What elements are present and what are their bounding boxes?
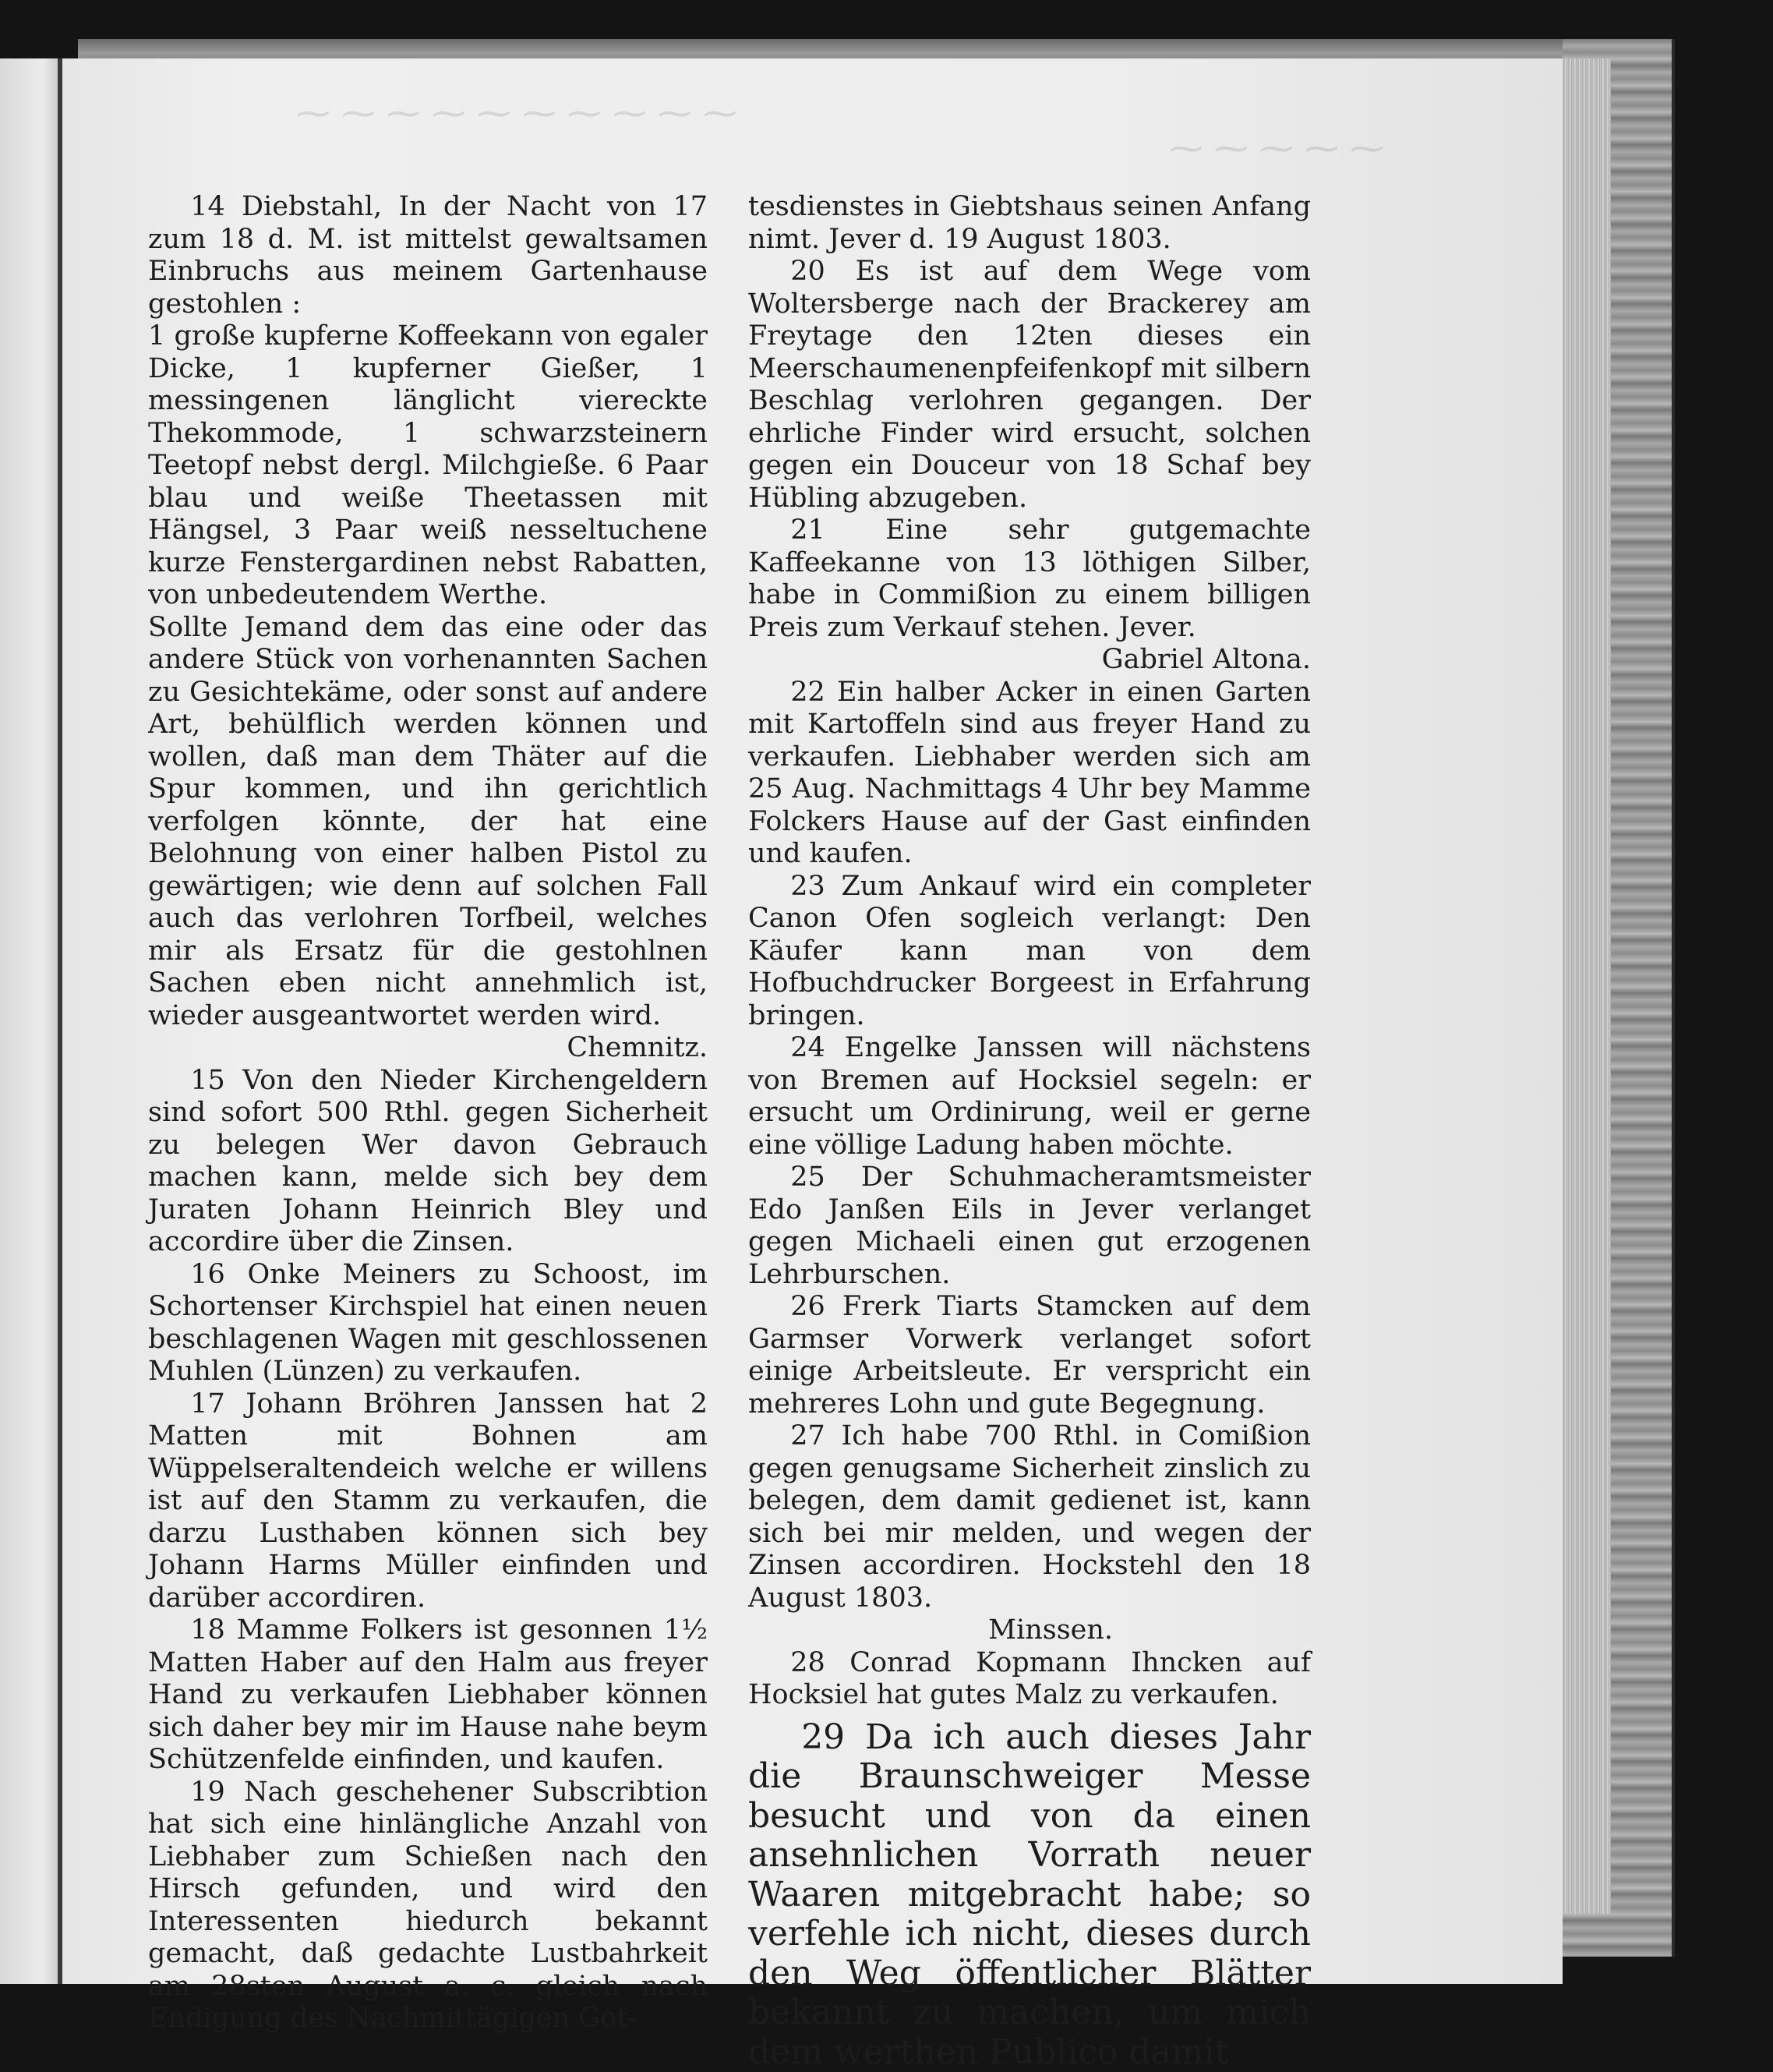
notice-text: 1 große kupferne Koffeekann von egaler Dicke, 1 kupferner Gießer, 1 messingenen länglicht viereckte Thekommode, 1 schwarzsteinern Teetopf nebst dergl. Milchgieße. 6 Paar blau und weiße Theetassen mit Hängsel, 3 Paar weiß nesseltuchene kurze Fenstergardinen nebst Rabatten, von unbedeutendem Werthe. — [148, 320, 708, 610]
notice-text: 22 Ein halber Acker in einen Garten mit Kartoffeln sind aus freyer Hand zu verkaufen. Liebhaber werden sich am 25 Aug. Nachmittags 4 Uhr bey Mamme Folckers Hause auf der Gast einfinden und kaufen. — [748, 677, 1311, 870]
notice-25 — [748, 1162, 1311, 1291]
notice-18 — [148, 1614, 708, 1777]
notice-text: 18 Mamme Folkers ist gesonnen 1½ Matten Haber auf den Halm aus freyer Hand zu verkaufen Liebhaber können sich daher bey mir im Hause nahe beym Schützenfelde einfinden, und kaufen. — [148, 1614, 708, 1775]
notice-text: 20 Es ist auf dem Wege vom Woltersberge nach der Brackerey am Freytage den 12ten dieses ein Meerschaumenenpfeifenkopf mit silbern Beschlag verlohren gegangen. Der ehrliche Finder wird ersucht, solchen gegen ein Douceur von 18 Schaf bey Hübling abzugeben. — [748, 256, 1311, 514]
notice-text: 25 Der Schuhmacheramtsmeister Edo Janßen Eils in Jever verlanget gegen Michaeli einen gut erzogenen Lehrburschen. — [748, 1162, 1311, 1290]
notice-26 — [748, 1291, 1311, 1420]
notice-text: 24 Engelke Janssen will nächstens von Bremen auf Hocksiel segeln: er ersucht um Ordinirung, weil er gerne eine völlige Ladung haben möchte. — [748, 1032, 1311, 1161]
notice-28 — [748, 1647, 1311, 1712]
notice-14-items — [148, 320, 708, 612]
notice-22 — [748, 677, 1311, 871]
notice-21 — [748, 514, 1311, 677]
notice-15 — [148, 1065, 708, 1259]
notice-text: tesdienstes in Giebtshaus seinen Anfang nimt. Jever d. 19 August 1803. — [748, 191, 1311, 255]
notice-text: 14 Diebstahl, In der Nacht von 17 zum 18 d. M. ist mittelst gewaltsamen Einbruchs aus meinem Gartenhause gestohlen : — [148, 191, 708, 320]
notice-29 — [748, 1718, 1311, 2072]
notice-17 — [148, 1388, 708, 1615]
notice-text: 27 Ich habe 700 Rthl. in Comißion gegen genugsame Sicherheit zinslich zu belegen, dem damit gedienet ist, kann sich bei mir melden, und wegen der Zinsen accordiren. Hockstehl den 18 August 1803. — [748, 1420, 1311, 1614]
signature: Chemnitz. — [148, 1032, 708, 1065]
signature: Minssen. — [748, 1614, 1311, 1647]
notice-19-continued — [748, 191, 1311, 256]
notice-14-reward — [148, 612, 708, 1065]
notice-text: 21 Eine sehr gutgemachte Kaffeekanne von 13 löthigen Silber, habe in Commißion zu einem billigen Preis zum Verkauf stehen. Jever. — [748, 514, 1311, 643]
notice-19 — [148, 1777, 708, 2035]
notice-23 — [748, 871, 1311, 1033]
notice-text: 23 Zum Ankauf wird ein completer Canon Ofen sogleich verlangt: Den Käufer kann man von dem Hofbuchdrucker Borgeest in Erfahrung bringen. — [748, 871, 1311, 1031]
facing-page-edge — [0, 58, 61, 1984]
left-column — [148, 191, 708, 2035]
notice-text: 17 Johann Bröhren Janssen hat 2 Matten mit Bohnen am Wüppelseraltendeich welche er willens ist auf den Stamm zu verkaufen, die darzu Lusthaben können sich bey Johann Harms Müller einfinden und darüber accordiren. — [148, 1388, 708, 1614]
show-through-ghost: ⁓ ⁓ ⁓ ⁓ ⁓ ⁓ ⁓ ⁓ ⁓ ⁓ — [296, 94, 737, 133]
page-stack-edge — [1563, 58, 1611, 1914]
notice-text: 19 Nach geschehener Subscribtion hat sich eine hinlängliche Anzahl von Liebhaber zum Schießen nach den Hirsch gefunden, und wird den Interessenten hiedurch bekannt gemacht, daß gedachte Lustbahrkeit am 28sten August a. c. gleich nach Endigung des Nachmittägigen Got- — [148, 1777, 708, 2035]
signature: Gabriel Altona. — [748, 644, 1311, 677]
notice-16 — [148, 1259, 708, 1388]
notice-27 — [748, 1420, 1311, 1647]
notice-text: 15 Von den Nieder Kirchengeldern sind sofort 500 Rthl. gegen Sicherheit zu belegen Wer davon Gebrauch machen kann, melde sich bey dem Juraten Johann Heinrich Bley und accordire über die Zinsen. — [148, 1065, 708, 1258]
notice-text: Sollte Jemand dem das eine oder das andere Stück von vorhenannten Sachen zu Gesichtekäme, oder sonst auf andere Art, behülflich werden können und wollen, daß man dem Thäter auf die Spur kommen, und ihn gerichtlich verfolgen könnte, der hat eine Belohnung von einer halben Pistol zu gewärtigen; wie denn auf solchen Fall auch das verlohren Torfbeil, welches mir als Ersatz für die gestohlnen Sachen eben nicht annehmlich ist, wieder ausgeantwortet werden wird. — [148, 612, 708, 1031]
right-column — [748, 191, 1311, 2072]
notice-14 — [148, 191, 708, 320]
notice-20 — [748, 256, 1311, 514]
notice-text: 28 Conrad Kopmann Ihncken auf Hocksiel hat gutes Malz zu verkaufen. — [748, 1647, 1311, 1711]
notice-24 — [748, 1032, 1311, 1162]
notice-text: 16 Onke Meiners zu Schoost, im Schortenser Kirchspiel hat einen neuen beschlagenen Wagen mit geschlossenen Muhlen (Lünzen) zu verkaufen. — [148, 1259, 708, 1388]
show-through-ghost: ⁓ ⁓ ⁓ ⁓ ⁓ — [1169, 129, 1384, 168]
notice-text: 26 Frerk Tiarts Stamcken auf dem Garmser Vorwerk verlanget sofort einige Arbeitsleute. Er verspricht ein mehreres Lohn und gute Begegnung. — [748, 1291, 1311, 1420]
notice-text: 29 Da ich auch dieses Jahr die Braunschweiger Messe besucht und von da einen ansehnlichen Vorrath neuer Waaren mitgebracht habe; so verfehle ich nicht, dieses durch den Weg öffentlicher Blätter bekannt zu machen, um mich dem werthen Publico damit — [748, 1717, 1311, 2072]
